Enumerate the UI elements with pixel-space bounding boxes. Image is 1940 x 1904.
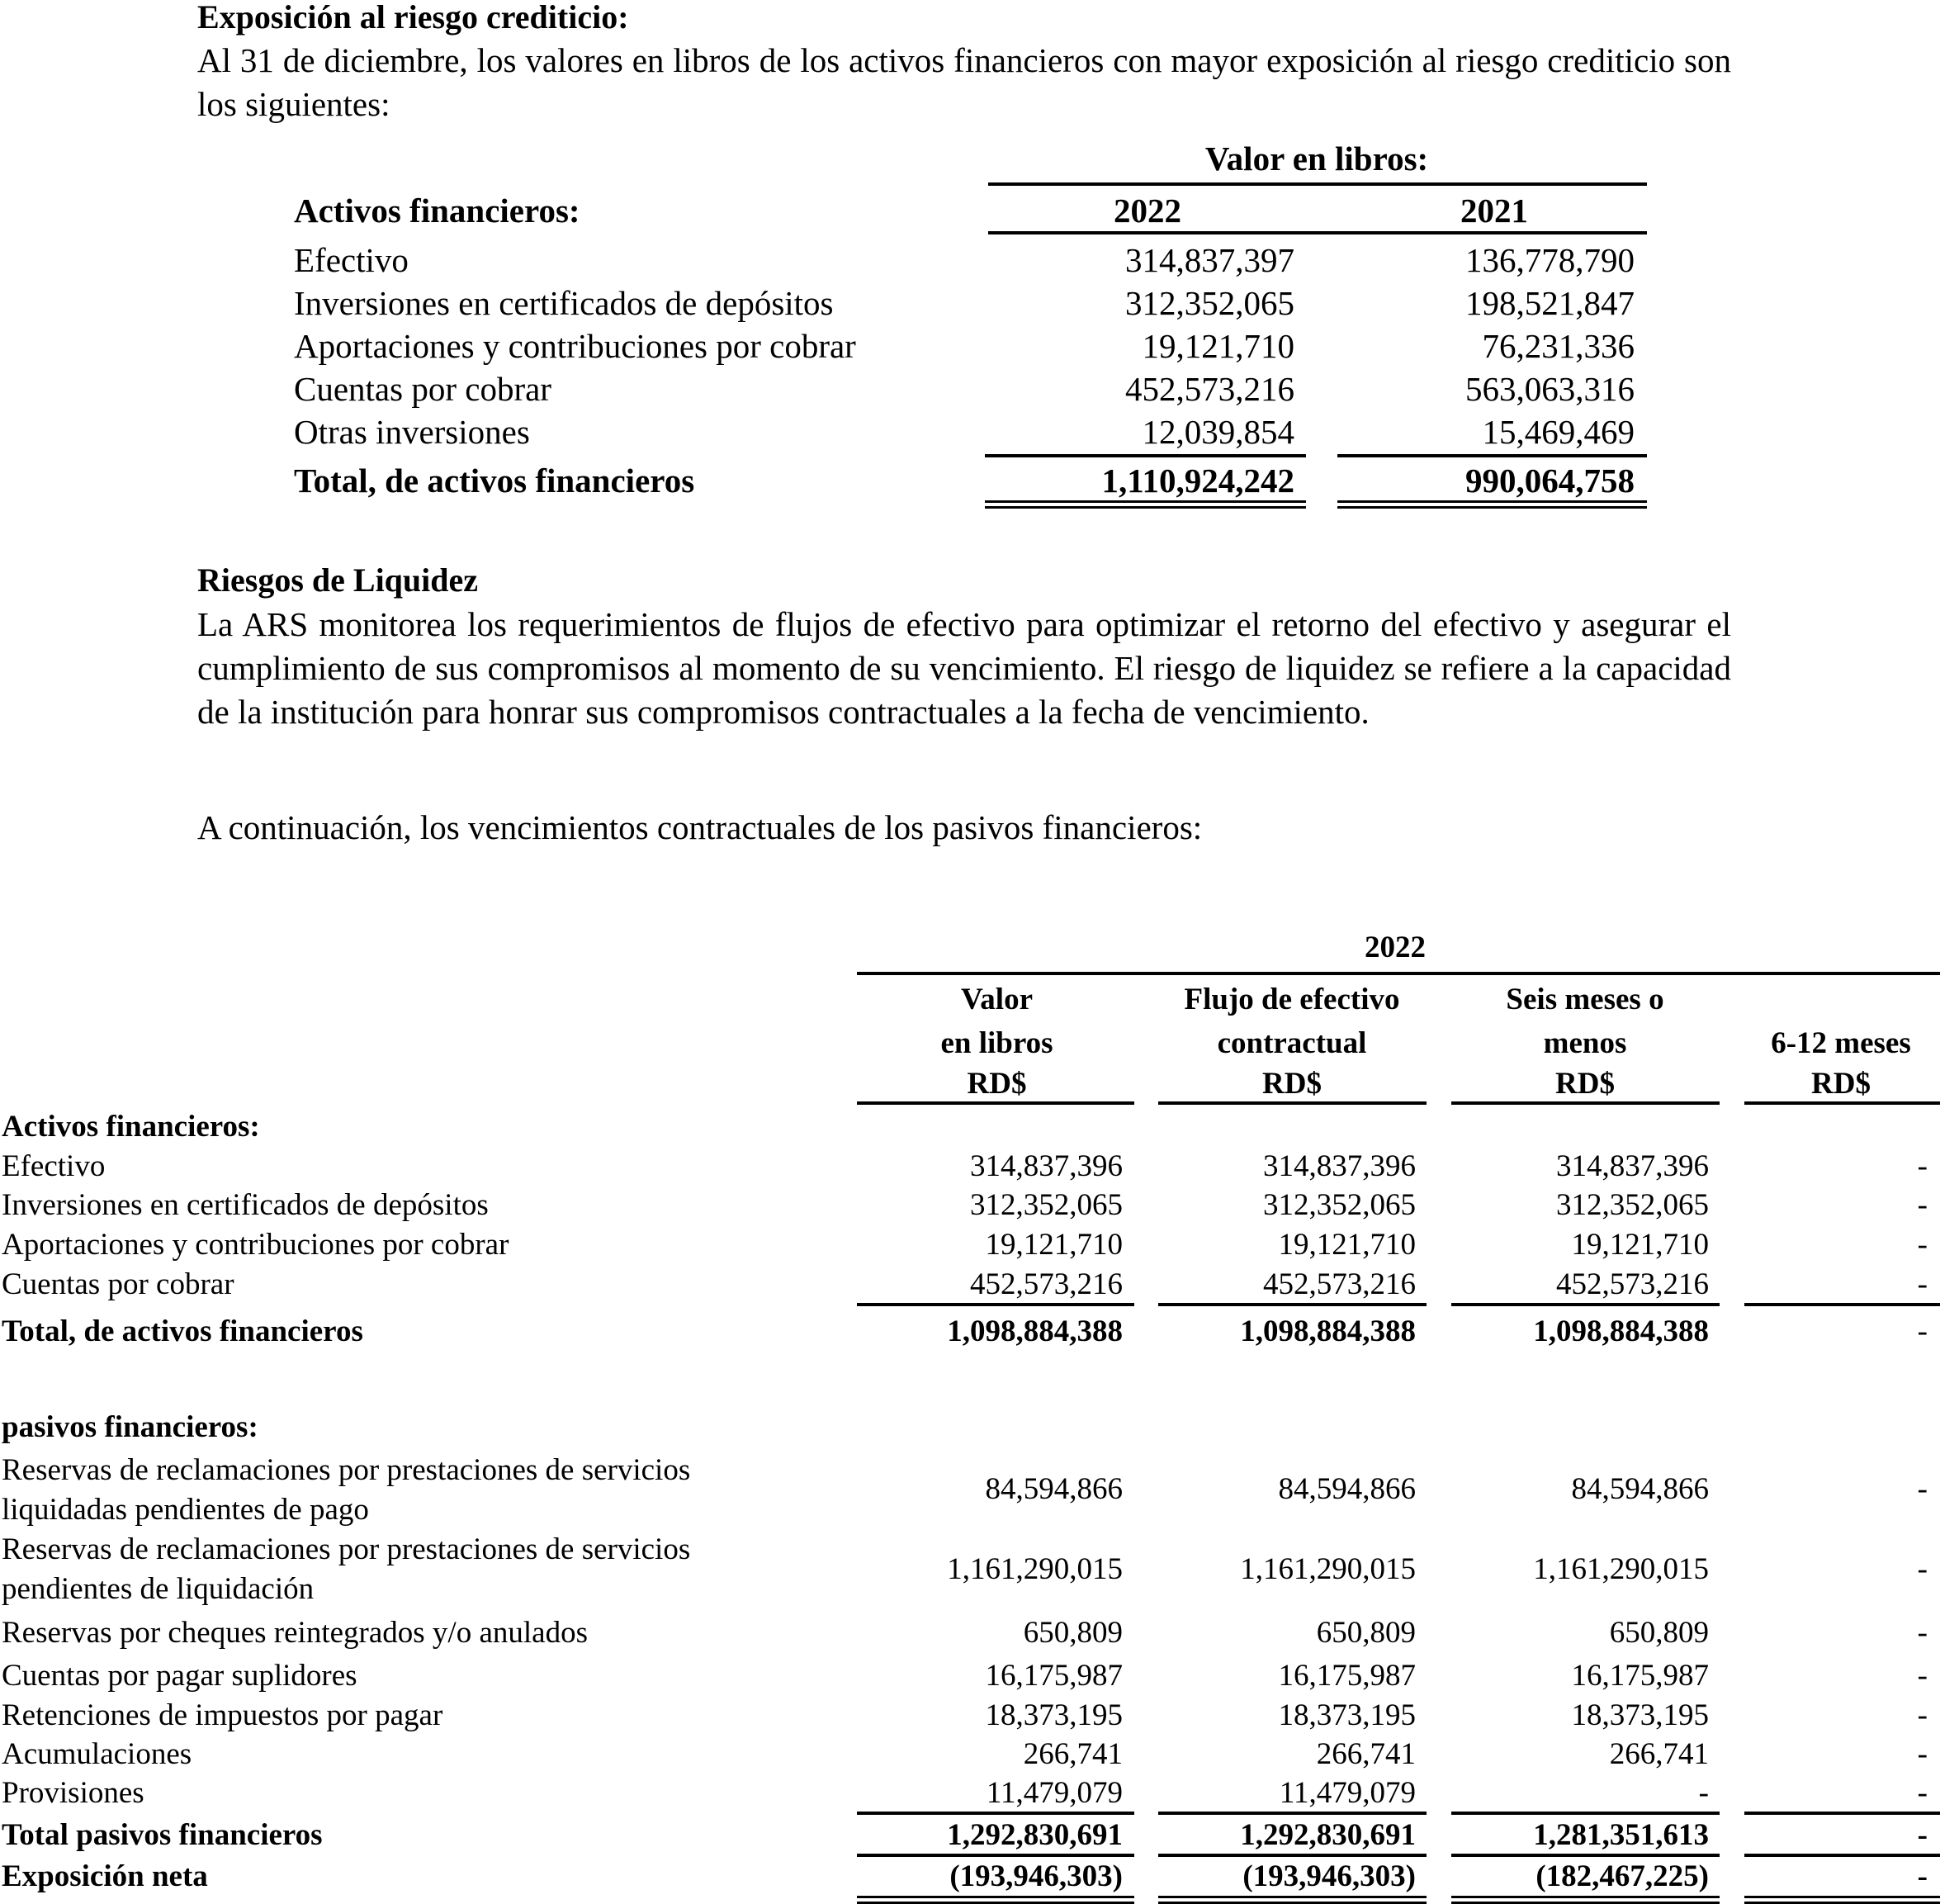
total-label: Total, de activos financieros (2, 1314, 363, 1348)
table-cell: - (1917, 1616, 1928, 1650)
table-cell: 452,573,216 (970, 1267, 1123, 1301)
table-cell: 314,837,396 (1556, 1149, 1709, 1183)
table-cell: 16,175,987 (985, 1659, 1123, 1693)
subtotal-rule (1451, 1812, 1720, 1815)
table-row-label: Reservas por cheques reintegrados y/o anulados (2, 1616, 588, 1650)
col-header-l2: en libros (940, 1026, 1053, 1060)
header-rule (988, 231, 1647, 234)
subtotal-rule (1337, 454, 1647, 457)
table-cell: 650,809 (1316, 1616, 1416, 1650)
year-2021: 2021 (1460, 192, 1528, 230)
liquidity-heading: Riesgos de Liquidez (197, 561, 479, 599)
table-cell: 19,121,710 (1142, 327, 1294, 365)
table-cell: 650,809 (1609, 1616, 1709, 1650)
table-row-label: Efectivo (294, 241, 409, 279)
subtotal-rule (1158, 1812, 1427, 1815)
table-cell: - (1917, 1659, 1928, 1693)
table-cell: 1,161,290,015 (1240, 1552, 1416, 1586)
total-double-rule (1337, 500, 1647, 509)
table-row-label: Efectivo (2, 1149, 106, 1183)
subtotal-rule (1744, 1303, 1940, 1306)
header-rule (857, 972, 1940, 975)
table-cell: 563,063,316 (1465, 370, 1635, 408)
col-header-l3: RD$ (1811, 1067, 1871, 1101)
maturity-year: 2022 (1365, 931, 1426, 964)
table-row-label: Acumulaciones (2, 1737, 192, 1771)
table-cell: 312,352,065 (970, 1188, 1123, 1222)
table-cell: - (1917, 1267, 1928, 1301)
table-cell: 1,161,290,015 (1533, 1552, 1709, 1586)
liquidity-paragraph: La ARS monitorea los requerimientos de flujos de efectivo para optimizar el retorno del efectivo y asegurar el cumplimiento de sus compromisos al momento de su vencimiento. El riesgo de liquidez se refiere a la capacidad de la institución para honrar sus compromisos contractuales a la fecha de vencimiento. (197, 605, 1731, 731)
table-cell: - (1698, 1776, 1709, 1810)
credit-heading: Exposición al riesgo crediticio: (197, 0, 629, 36)
table-row-label: Aportaciones y contribuciones por cobrar (2, 1228, 509, 1262)
table-cell: 314,837,396 (970, 1149, 1123, 1183)
total-double-rule (985, 500, 1306, 509)
table-cell: 1,161,290,015 (947, 1552, 1123, 1586)
header-rule (1158, 1101, 1427, 1105)
table-cell: - (1917, 1188, 1928, 1222)
table-row-label: Retenciones de impuestos por pagar (2, 1698, 443, 1732)
table-cell: 84,594,866 (1571, 1472, 1709, 1506)
credit-group-header: Valor en libros: (1204, 140, 1429, 178)
col-header-l1: Seis meses o (1506, 983, 1664, 1016)
table-cell: - (1917, 1776, 1928, 1810)
table-row-label: Reservas de reclamaciones por prestaciones de servicios (2, 1532, 691, 1566)
table-row-label: Inversiones en certificados de depósitos (294, 284, 834, 322)
header-rule (1744, 1101, 1940, 1105)
table-row-label: Reservas de reclamaciones por prestaciones de servicios (2, 1453, 691, 1487)
net-cell: (193,946,303) (949, 1859, 1123, 1893)
table-row-label: Otras inversiones (294, 413, 530, 451)
col-header-l2: 6-12 meses (1771, 1026, 1911, 1060)
total-cell: 1,292,830,691 (947, 1818, 1123, 1852)
table-cell: 136,778,790 (1465, 241, 1635, 279)
col-header-l1: Flujo de efectivo (1184, 983, 1400, 1016)
total-double-rule (1744, 1896, 1940, 1904)
table-row-label: Provisiones (2, 1776, 144, 1810)
table-cell: - (1917, 1552, 1928, 1586)
table-cell: 16,175,987 (1571, 1659, 1709, 1693)
total-cell: 1,098,884,388 (1533, 1314, 1709, 1348)
table-cell: 76,231,336 (1482, 327, 1635, 365)
table-cell: 650,809 (1023, 1616, 1123, 1650)
year-2022: 2022 (1114, 192, 1181, 230)
table-cell: 18,373,195 (1571, 1698, 1709, 1732)
total-double-rule (857, 1896, 1134, 1904)
table-cell: 11,479,079 (1279, 1776, 1416, 1810)
net-cell: (193,946,303) (1242, 1859, 1416, 1893)
col-header-l1: Valor (960, 983, 1034, 1016)
table-cell: 312,352,065 (1556, 1188, 1709, 1222)
total-cell: 1,281,351,613 (1533, 1818, 1709, 1852)
table-row-label: Cuentas por cobrar (294, 370, 551, 408)
total-cell: 1,098,884,388 (947, 1314, 1123, 1348)
table-cell: 15,469,469 (1482, 413, 1635, 451)
table-cell: 266,741 (1316, 1737, 1416, 1771)
subtotal-rule (1744, 1812, 1940, 1815)
table-cell: 266,741 (1023, 1737, 1123, 1771)
table-row-label: Cuentas por pagar suplidores (2, 1659, 357, 1693)
table-cell: 12,039,854 (1142, 413, 1294, 451)
col-header-l3: RD$ (1555, 1067, 1615, 1101)
col-header-l3: RD$ (967, 1067, 1027, 1101)
header-rule (1451, 1101, 1720, 1105)
table-cell: 314,837,396 (1263, 1149, 1416, 1183)
table-row-label: Cuentas por cobrar (2, 1267, 234, 1301)
col-header-l3: RD$ (1262, 1067, 1322, 1101)
table-cell: 84,594,866 (1278, 1472, 1416, 1506)
total-cell: 1,110,924,242 (1101, 462, 1294, 500)
table-cell: 19,121,710 (1571, 1228, 1709, 1262)
total-cell: - (1917, 1314, 1928, 1348)
table-cell: 312,352,065 (1125, 284, 1294, 322)
subtotal-rule (857, 1303, 1134, 1306)
table-cell: 312,352,065 (1263, 1188, 1416, 1222)
col-header-l2: contractual (1217, 1026, 1367, 1060)
header-rule (857, 1101, 1134, 1105)
total-label: Total pasivos financieros (2, 1818, 323, 1852)
table-cell: 452,573,216 (1263, 1267, 1416, 1301)
table-cell: 19,121,710 (1278, 1228, 1416, 1262)
table-cell: - (1917, 1228, 1928, 1262)
table-cell: 198,521,847 (1465, 284, 1635, 322)
total-cell: 1,292,830,691 (1240, 1818, 1416, 1852)
table-cell: 84,594,866 (985, 1472, 1123, 1506)
table-cell: - (1917, 1698, 1928, 1732)
col-header-l2: menos (1543, 1026, 1627, 1060)
table-row-label: Inversiones en certificados de depósitos (2, 1188, 489, 1222)
total-double-rule (1451, 1896, 1720, 1904)
table-cell: 314,837,397 (1125, 241, 1294, 279)
table-cell: 452,573,216 (1125, 370, 1294, 408)
total-cell: 990,064,758 (1465, 462, 1635, 500)
net-cell: - (1917, 1859, 1928, 1893)
liquidity-lead: A continuación, los vencimientos contractuales de los pasivos financieros: (197, 808, 1203, 846)
subtotal-rule (857, 1812, 1134, 1815)
table-cell: 452,573,216 (1556, 1267, 1709, 1301)
table-cell: 18,373,195 (985, 1698, 1123, 1732)
subtotal-rule (985, 454, 1306, 457)
table-cell: 19,121,710 (985, 1228, 1123, 1262)
table-cell: - (1917, 1472, 1928, 1506)
net-cell: (182,467,225) (1535, 1859, 1709, 1893)
total-double-rule (1158, 1896, 1427, 1904)
table-row-label: Aportaciones y contribuciones por cobrar (294, 327, 856, 365)
table-cell: 266,741 (1609, 1737, 1709, 1771)
section-header: pasivos financieros: (2, 1410, 258, 1444)
table-cell: 18,373,195 (1278, 1698, 1416, 1732)
table-cell: 16,175,987 (1278, 1659, 1416, 1693)
section-header: Activos financieros: (2, 1110, 260, 1144)
net-label: Exposición neta (2, 1859, 208, 1893)
total-cell: 1,098,884,388 (1240, 1314, 1416, 1348)
subtotal-rule (1158, 1303, 1427, 1306)
credit-label-header: Activos financieros: (294, 192, 580, 230)
header-rule (988, 182, 1647, 186)
total-cell: - (1917, 1818, 1928, 1852)
table-cell: - (1917, 1737, 1928, 1771)
table-cell: 11,479,079 (986, 1776, 1123, 1810)
subtotal-rule (1451, 1303, 1720, 1306)
total-label: Total, de activos financieros (294, 462, 695, 500)
table-cell: - (1917, 1149, 1928, 1183)
credit-intro: Al 31 de diciembre, los valores en libros de los activos financieros con mayor exposición al riesgo crediticio son los siguientes: (197, 41, 1731, 123)
table-row-label: liquidadas pendientes de pago (2, 1493, 369, 1527)
table-row-label: pendientes de liquidación (2, 1572, 315, 1606)
